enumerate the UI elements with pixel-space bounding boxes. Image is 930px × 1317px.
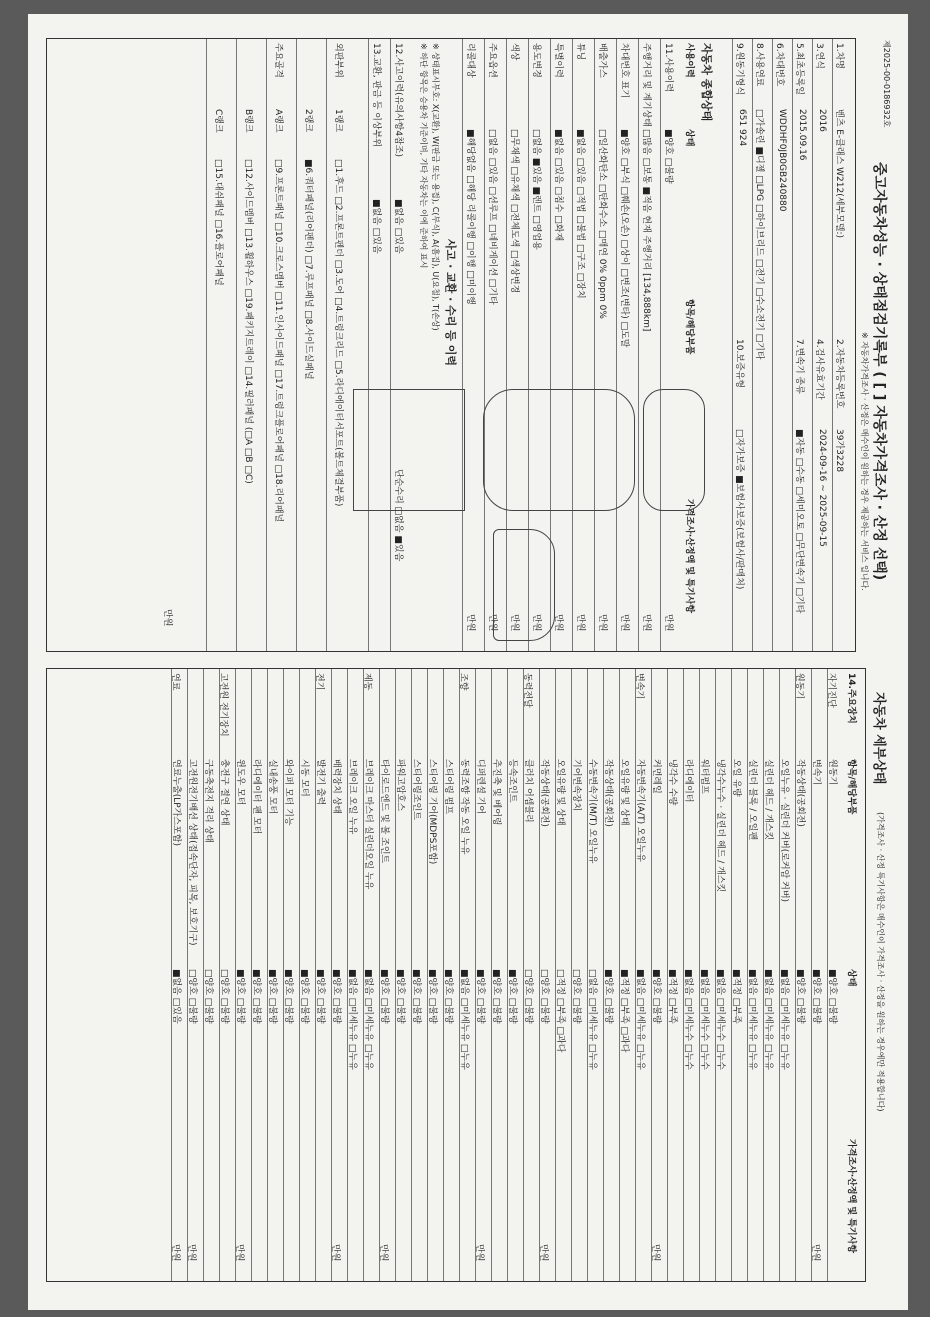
basic-label: 5.최초등록일 bbox=[794, 43, 804, 96]
left-form bbox=[46, 38, 856, 652]
detail-item: 스티어링 기어(MDPS포함) bbox=[427, 759, 437, 865]
accident-label: 12.사고이력(유의사항4참조) bbox=[393, 43, 403, 158]
detail-item: 원동기 bbox=[827, 759, 837, 786]
detail-state: ■없음 □미세누유 □누유 bbox=[459, 969, 469, 1070]
basic-value: 2016 bbox=[817, 109, 827, 132]
rank-group: 주요골격 bbox=[273, 43, 283, 78]
state-col-header: 상태 bbox=[684, 129, 694, 147]
accident-note-2: ※ 하단 항목은 승용차 기준이며, 기타 자동차는 이에 준하여 표시 bbox=[419, 43, 428, 269]
right-form bbox=[46, 668, 866, 1282]
state-row-line bbox=[638, 39, 639, 651]
state-label: 배출가스 bbox=[597, 43, 607, 78]
state-label: 11.사용이력 bbox=[663, 43, 673, 93]
state-amount: 만원 bbox=[509, 614, 519, 632]
detail-item: 냉각수 수량 bbox=[667, 759, 677, 806]
state-amount: 만원 bbox=[619, 614, 629, 632]
detail-item: 추진축 및 베어링 bbox=[491, 759, 501, 826]
car-diagram-frame bbox=[353, 389, 465, 511]
detail-item: 윈도우 모터 bbox=[235, 759, 245, 806]
left-title: 중고자동차성능 · 상태점검기록부 ( [ ] 자동차가격조사 · 산정 선택) bbox=[871, 162, 887, 581]
detail-amount: 만원 bbox=[538, 1244, 548, 1262]
state-amount: 만원 bbox=[641, 614, 651, 632]
basic-value-2: 39가3228 bbox=[834, 429, 844, 473]
left-notice: ※ 자동차가격조사 · 산정은 매수인이 원하는 경우 제공하는 서비스 입니다. bbox=[860, 332, 869, 591]
state-amount: 만원 bbox=[575, 614, 585, 632]
detail-state: ■적정 □부족 bbox=[731, 969, 741, 1024]
detail-state: ■없음 □미세누수 □누수 bbox=[683, 969, 693, 1070]
detail-amount: 만원 bbox=[330, 1244, 340, 1262]
basic-row-line bbox=[812, 39, 813, 651]
detail-item: 구동축전지 격리 상태 bbox=[203, 759, 213, 843]
state-row-line bbox=[572, 39, 573, 651]
detail-state: ■양호 □불량 bbox=[315, 969, 325, 1024]
detail-state: ■없음 □미세누유 □누유 bbox=[635, 969, 645, 1070]
detail-group: 제동 bbox=[362, 673, 372, 691]
state-row-line bbox=[616, 39, 617, 651]
detail-col-header: 가격조사·산정액 및 특기사항 bbox=[846, 1139, 856, 1254]
detail-group: 자기진단 bbox=[826, 673, 836, 708]
detail-amount: 만원 bbox=[186, 1244, 196, 1262]
detail-item: 작동상태(공회전) bbox=[795, 759, 805, 827]
detail-state: □양호 □불량 bbox=[539, 969, 549, 1024]
detail-item: 수동변속기(M/T) 오일누유 bbox=[587, 759, 597, 864]
detail-item: 스티어링조인트 bbox=[411, 759, 421, 820]
detail-item: 클러치 어셈블리 bbox=[523, 759, 533, 823]
detail-amount: 만원 bbox=[234, 1244, 244, 1262]
rank-items: ■6.쿼터패널(리어펜더) □7.루프패널 □8.사이드실패널 bbox=[303, 159, 313, 380]
accident-value: ■없음 □있음 bbox=[393, 199, 403, 254]
detail-item: 브레이크 오일 누유 bbox=[347, 759, 357, 835]
detail-item: 브레이크 마스터 실린더오일 누유 bbox=[363, 759, 373, 890]
rank-name: 2랭크 bbox=[303, 109, 313, 133]
detail-amount: 만원 bbox=[378, 1244, 388, 1262]
state-col-header: 가격조사·산정액 및 특기사항 bbox=[684, 499, 694, 614]
basic-value-2: 2024-09-16 ~ 2025-09-15 bbox=[817, 429, 827, 547]
rank-row-line bbox=[266, 39, 267, 651]
detail-item: 발전기 출력 bbox=[315, 759, 325, 806]
state-amount: 만원 bbox=[531, 614, 541, 632]
state-value: □일산화탄소 □탄화수소 □매연 0% 0ppm 0% bbox=[597, 129, 607, 319]
state-label: 차대번호 표기 bbox=[619, 43, 629, 99]
detail-item: 스티어링 펌프 bbox=[443, 759, 453, 815]
detail-item: 작동상태(공회전) bbox=[539, 759, 549, 827]
basic-value: 벤츠 E-클래스 W212(세부모델:) bbox=[834, 109, 844, 239]
car-diagram-front bbox=[643, 389, 705, 511]
state-row-line bbox=[594, 39, 595, 651]
detail-item: 오일누유 · 실린더 커버(로커암 커버) bbox=[779, 759, 789, 903]
basic-label-2: 7.변속기 종류 bbox=[794, 339, 804, 394]
state-value: ■없음 □있음 □침수 □화재 bbox=[553, 129, 563, 242]
basic-value: WDDHF0JB0GB240880 bbox=[777, 109, 787, 212]
detail-item: 동력조향 작동 오일 누유 bbox=[459, 759, 469, 855]
detail-state: ■없음 □미세누유 □누유 bbox=[747, 969, 757, 1070]
detail-state: ■양호 □불량 bbox=[395, 969, 405, 1024]
detail-state: ■양호 □불량 bbox=[251, 969, 261, 1024]
detail-state: ■없음 □미세누유 □누유 bbox=[363, 969, 373, 1070]
state-value: □무채색 □유채색 □전체도색 □색상변경 bbox=[509, 129, 519, 294]
basic-value: □가솔린 ■디젤 □LPG □하이브리드 □전기 □수소전기 □기타 bbox=[754, 109, 764, 360]
rank-items: □9.프론트패널 □10.크로스멤버 □11.인사이드패널 □17.트렁크플로어패널 □18.리어패널 bbox=[273, 159, 283, 523]
state-label: 주요옵션 bbox=[487, 43, 497, 78]
basic-row-line bbox=[752, 39, 753, 651]
detail-amount: 만원 bbox=[810, 1244, 820, 1262]
detail-item: 커먼레일 bbox=[651, 759, 661, 794]
basic-value-2: □자가보증 ■보험사보증(보험사/판매처) bbox=[734, 429, 744, 590]
rank-row-line bbox=[326, 39, 327, 651]
state-value: ■없음 □있음 □적법 □불법 □구조 □장치 bbox=[575, 129, 585, 299]
state-amount: 만원 bbox=[663, 614, 673, 632]
detail-item: 작동상태(공회전) bbox=[603, 759, 613, 827]
rank-name: C랭크 bbox=[213, 109, 223, 133]
detail-item: 실내송풍 모터 bbox=[267, 759, 277, 815]
detail-item: 오일 유량 bbox=[731, 759, 741, 797]
detail-item: 기어변속장치 bbox=[571, 759, 581, 812]
state-amount: 만원 bbox=[465, 614, 475, 632]
basic-label: 6.차대번호 bbox=[774, 43, 784, 87]
rank-items: □15.대쉬패널 □16.플로어패널 bbox=[213, 159, 223, 286]
state-row-line bbox=[660, 39, 661, 651]
detail-amount: 만원 bbox=[474, 1244, 484, 1262]
state-row-line bbox=[484, 39, 485, 651]
basic-row-line bbox=[832, 39, 833, 651]
detail-item: 고전원전기배선 상태(접속단자, 피복, 보호기구) bbox=[187, 759, 197, 946]
state-amount: 만원 bbox=[487, 614, 497, 632]
detail-state: ■양호 □불량 bbox=[491, 969, 501, 1024]
accident-extra: 단순수리 □없음 ■있음 bbox=[393, 469, 403, 562]
detail-state: ■없음 □미세누유 □누유 bbox=[347, 969, 357, 1070]
rank-items: □1.후드 □2.프론트펜더 □3.도어 □4.트렁크리드 □5.라디에이터서포트(볼트체결부품) bbox=[333, 159, 343, 507]
detail-state: ■양호 □불량 bbox=[507, 969, 517, 1024]
state-value: □없음 □있음 □선루프 □네비게이션 □기타 bbox=[487, 129, 497, 305]
detail-amount: 만원 bbox=[650, 1244, 660, 1262]
detail-col-header: 항목/해당부품 bbox=[846, 759, 856, 815]
basic-label-2: 2.자동차등록번호 bbox=[834, 339, 844, 409]
state-label: 주행거리 및 계기상태 bbox=[641, 43, 651, 127]
detail-state: ■적정 □부족 bbox=[667, 969, 677, 1024]
detail-state: □양호 □불량 bbox=[203, 969, 213, 1024]
amount-unit: 만원 bbox=[162, 609, 172, 627]
detail-item: 자동변속기(A/T) 오일누유 bbox=[635, 759, 645, 862]
rank-row-line bbox=[206, 39, 207, 651]
rank-items: □12.사이드멤버 □13.휠하우스 □19.패키지트레이 □14.필러패널 (□A □B □C) bbox=[243, 159, 253, 484]
detail-state: □적정 □부족 □과다 bbox=[555, 969, 565, 1053]
detail-state: ■없음 □미세누수 □누수 bbox=[715, 969, 725, 1070]
right-notice: (가격조사 · 산정 특기사항은 매수인이 가격조사 · 산정을 원하는 경우에만 적용합니다) bbox=[876, 812, 885, 1112]
detail-state: ■양호 □불량 bbox=[475, 969, 485, 1024]
detail-state: □양호 □불량 bbox=[571, 969, 581, 1024]
detail-group: 변속기 bbox=[634, 673, 644, 700]
detail-item: 배력장치 상태 bbox=[331, 759, 341, 815]
detail-amount: 만원 bbox=[170, 1244, 180, 1262]
detail-item: 오일유량 및 상태 bbox=[555, 759, 565, 826]
state-row-line bbox=[462, 39, 463, 651]
right-title: 자동차 세부상태 bbox=[871, 692, 886, 785]
state-value: □없음 ■있음 ■렌트 □영업용 bbox=[531, 129, 541, 250]
detail-group: 전기 bbox=[314, 673, 324, 691]
detail-item: 오일유량 및 상태 bbox=[619, 759, 629, 826]
rank-name: B랭크 bbox=[243, 109, 253, 133]
state-value: ■해당없음 □해당 리콜이행 □이행 □미이행 bbox=[465, 129, 475, 305]
rank-row-line bbox=[236, 39, 237, 651]
detail-item: 라디에이터 팬 모터 bbox=[251, 759, 261, 835]
detail-item: 워터펌프 bbox=[699, 759, 709, 794]
detail-item: 연료누출(LP가스포함) bbox=[171, 759, 181, 847]
detail-item: 실린더 블록 / 오일팬 bbox=[747, 759, 757, 841]
detail-state: ■없음 □있음 bbox=[171, 969, 181, 1024]
basic-label: 8.사용연료 bbox=[754, 43, 764, 87]
detail-group: 조향 bbox=[458, 673, 468, 691]
detail-item: 디퍼렌셜 기어 bbox=[475, 759, 485, 815]
detail-state: □양호 □불량 bbox=[187, 969, 197, 1024]
detail-state: ■없음 □미세누수 □누수 bbox=[699, 969, 709, 1070]
detail-group: 동력전달 bbox=[522, 673, 532, 708]
detail-state: ■없음 □미세누유 □누유 bbox=[779, 969, 789, 1070]
accident-label: 13.교환, 판금 등 이상부위 bbox=[371, 43, 381, 148]
car-diagram-top bbox=[483, 389, 635, 511]
detail-state: ■양호 □불량 bbox=[827, 969, 837, 1024]
detail-state: ■양호 □불량 bbox=[283, 969, 293, 1024]
detail-state: ■양호 □불량 bbox=[443, 969, 453, 1024]
state-label: 튜닝 bbox=[575, 43, 585, 61]
basic-row-line bbox=[732, 39, 733, 651]
detail-item: 등속조인트 bbox=[507, 759, 517, 803]
state-label: 특별이력 bbox=[553, 43, 563, 78]
state-label: 리콜대상 bbox=[465, 43, 475, 78]
basic-value: 2015.09.16 bbox=[797, 109, 807, 161]
basic-value: 651 924 bbox=[737, 109, 747, 147]
basic-row-line bbox=[792, 39, 793, 651]
detail-state: □양호 □불량 bbox=[219, 969, 229, 1024]
detail-state: ■없음 □미세누유 □누유 bbox=[763, 969, 773, 1070]
detail-item: 파워고압호스 bbox=[395, 759, 405, 812]
inspection-paper bbox=[28, 14, 908, 1310]
detail-col-header: 14.주요장치 bbox=[846, 673, 856, 724]
state-value: ■양호 □불량 bbox=[663, 129, 673, 184]
accident-row-line bbox=[368, 39, 369, 651]
detail-group: 고전원 전기장치 bbox=[218, 673, 228, 737]
rank-group: 외판부위 bbox=[333, 43, 343, 78]
document-number: 제2025-00-0186932호 bbox=[882, 40, 891, 128]
detail-item: 냉각수누수 · 실린더 헤드 / 개스킷 bbox=[715, 759, 725, 893]
detail-state: ■양호 □불량 bbox=[235, 969, 245, 1024]
basic-label: 1.차명 bbox=[834, 43, 844, 69]
detail-state: □없음 □미세누유 □누유 bbox=[587, 969, 597, 1070]
state-col-header: 항목/해당부품 bbox=[684, 299, 694, 355]
detail-state: ■양호 □불량 bbox=[811, 969, 821, 1024]
basic-label: 9.원동기형식 bbox=[734, 43, 744, 96]
accident-row-line bbox=[390, 39, 391, 651]
basic-label-2: 4.검사유효기간 bbox=[814, 339, 824, 400]
accident-note: ※ 상태표시부호: X(교환), W(판금 또는 용접), C(부식), A(흠집), U(요철), T(손상) bbox=[431, 43, 440, 331]
detail-item: 와이퍼 모터 기능 bbox=[283, 759, 293, 826]
state-label: 용도변경 bbox=[531, 43, 541, 78]
detail-state: ■양호 □불량 bbox=[379, 969, 389, 1024]
basic-row-line bbox=[772, 39, 773, 651]
state-title: 자동차 종합상태 bbox=[700, 43, 713, 122]
detail-state: ■양호 □불량 bbox=[795, 969, 805, 1024]
detail-state: ■양호 □불량 bbox=[651, 969, 661, 1024]
detail-state: ■양호 □불량 bbox=[427, 969, 437, 1024]
detail-item: 변속기 bbox=[811, 759, 821, 786]
state-amount: 만원 bbox=[553, 614, 563, 632]
detail-state: ■양호 □불량 bbox=[267, 969, 277, 1024]
detail-item: 시동 모터 bbox=[299, 759, 309, 797]
detail-state: ■양호 □불량 bbox=[603, 969, 613, 1024]
detail-item: 라디에이터 bbox=[683, 759, 693, 803]
detail-state: ■양호 □불량 bbox=[299, 969, 309, 1024]
detail-col-header: 상태 bbox=[846, 969, 856, 987]
rank-name: A랭크 bbox=[273, 109, 283, 133]
car-diagram-side bbox=[493, 529, 555, 641]
basic-label: 3.연식 bbox=[814, 43, 824, 69]
state-col-header: 사용이력 bbox=[684, 43, 694, 78]
rank-name: 1랭크 bbox=[333, 109, 343, 133]
detail-group: 원동기 bbox=[794, 673, 804, 700]
detail-item: 충전구 절연 상태 bbox=[219, 759, 229, 826]
basic-label-2: 10.보증유형 bbox=[734, 339, 744, 389]
detail-group: 연료 bbox=[170, 673, 180, 691]
rank-row-line bbox=[296, 39, 297, 651]
detail-item: 타이로드엔드 및 볼 조인트 bbox=[379, 759, 389, 864]
rotated-document bbox=[38, 32, 898, 1292]
basic-value-2: ■자동 □수동 □세미오토 □무단변속기 □기타 bbox=[794, 429, 804, 614]
detail-state: ■적정 □부족 □과다 bbox=[619, 969, 629, 1053]
detail-state: □양호 □불량 bbox=[523, 969, 533, 1024]
accident-value: ■없음 □있음 bbox=[371, 199, 381, 254]
state-value: ■양호 □부식 □훼손(오손) □상이 □변조(변타) □도말 bbox=[619, 129, 629, 348]
state-label: 색상 bbox=[509, 43, 519, 61]
accident-title: 사고 · 교환 · 수리 등 이력 bbox=[444, 239, 457, 366]
detail-state: ■양호 □불량 bbox=[331, 969, 341, 1024]
detail-item: 실린더 헤드 / 개스킷 bbox=[763, 759, 773, 841]
state-amount: 만원 bbox=[597, 614, 607, 632]
state-value: □많음 □보통 ■적음 현재 주행거리 [134,888km] bbox=[641, 129, 651, 332]
detail-state: ■양호 □불량 bbox=[411, 969, 421, 1024]
